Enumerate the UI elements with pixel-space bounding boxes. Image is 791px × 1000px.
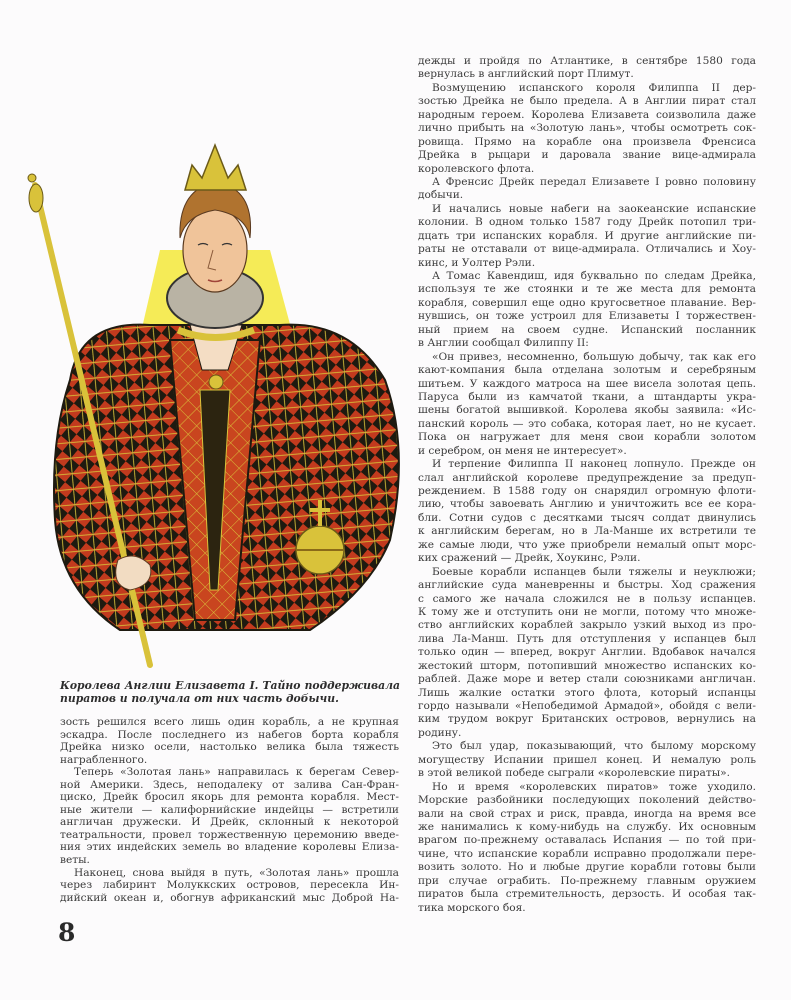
text-line: награбленного. — [60, 753, 148, 766]
text-line: жестокий шторм, потопивший множество испанских ко- — [418, 659, 756, 672]
text-line: кинс, и Уолтер Рэли. — [418, 256, 536, 269]
caption-line: Королева Англии Елизавета I. Тайно поддерживала — [60, 679, 400, 692]
text-line: зостью Дрейка не было предела. А в Англии пират стал — [418, 95, 756, 108]
text-line: ной Америки. Здесь, неподалеку от залива Сан-Фран- — [60, 778, 399, 791]
text-line: чине, что испанские корабли исправно продолжали пере- — [418, 847, 756, 860]
queen-elizabeth-portrait-illustration — [10, 120, 410, 680]
text-line: театральности, провел торжественную церемонию введе- — [60, 828, 399, 841]
text-line: возить золото. Но и любые другие корабли готовы были — [418, 861, 756, 874]
text-line: Пока он нагружает для меня свои корабли золотом — [418, 431, 756, 444]
text-line: лично прибыть на «Золотую лань», чтобы осмотреть сок- — [418, 122, 756, 135]
left-column-text — [60, 716, 399, 904]
text-line: к английским берегам, но в Ла-Манше их встретили те — [418, 525, 756, 538]
text-line: Дрейка низко осели, настолько велика была тяжесть — [60, 741, 399, 754]
text-line: бли. Сотни судов с десятками тысяч солдат двинулись — [418, 511, 756, 524]
text-line: тика морского боя. — [418, 901, 526, 914]
text-line: шитьем. У каждого матроса на шее висела золотая цепь. — [418, 377, 756, 390]
text-line: с самого же начала сложился не в пользу испанцев. — [418, 592, 756, 605]
text-line: добычи. — [418, 189, 464, 202]
text-line: лию, чтобы завоевать Англию и уничтожить все ее кора- — [418, 498, 756, 511]
text-line: ких сражений — Дрейк, Хоукинс, Рэли. — [418, 552, 641, 565]
text-line: английские суда маневренны и быстры. Ход сражения — [418, 579, 756, 592]
text-line: ким трудом вокруг Британских островов, вернулись на — [418, 713, 756, 726]
text-line: циско, Дрейк бросил якорь для ремонта корабля. Мест- — [60, 791, 399, 804]
text-line: ния этих индейских земель во владение королевы Елиза- — [60, 841, 399, 854]
text-line: пиратов была стремительность, дерзость. И особая так- — [418, 888, 756, 901]
text-line: же самые люди, что уже приобрели немалый опыт морс- — [418, 538, 756, 551]
right-column-text — [418, 55, 756, 915]
figure-caption — [60, 679, 400, 705]
text-line: нувшись, он тоже устроил для Елизаветы I торжествен- — [418, 310, 756, 323]
text-line: кают-компания была отделана золотым и серебряным — [418, 364, 756, 377]
text-line: используя те же стоянки и те же места для ремонта — [418, 283, 756, 296]
text-line: вали на свой страх и риск, правда, иногда на время все — [418, 807, 756, 820]
text-line: Возмущению испанского короля Филиппа II дер- — [432, 81, 756, 94]
text-line: могуществу Испании пришел конец. И немалую роль — [418, 753, 756, 766]
text-line: ство английских кораблей закрыло узкий выход из про- — [418, 619, 756, 632]
text-line: гордо называли «Непобедимой Армадой», обойдя с вели- — [418, 700, 756, 712]
text-line: же нанимались к кому-нибудь на службу. Их основным — [418, 820, 756, 833]
text-line: вернулась в английский порт Плимут. — [418, 68, 634, 81]
text-line: веты. — [60, 854, 90, 867]
face — [183, 208, 247, 292]
text-line: реждением. В 1588 году он снарядил огромную флоти- — [418, 485, 756, 497]
text-line: И начались новые набеги на заокеанские испанские — [432, 202, 756, 215]
text-line: И терпение Филиппа II наконец лопнуло. Прежде он — [432, 458, 756, 471]
text-line: народным героем. Королева Елизавета соизволила даже — [418, 108, 756, 121]
text-line: и серебром, он меня не интересует». — [418, 444, 627, 457]
text-line: только один — вперед, вокруг Англии. Вдобавок начался — [418, 646, 756, 659]
text-line: дежды и пройдя по Атлантике, в сентябре 1580 года — [418, 55, 756, 67]
text-line: колонии. В одном только 1587 году Дрейк потопил три- — [418, 216, 756, 229]
text-line: эскадра. После последнего из набегов борта корабля — [60, 728, 399, 741]
text-line: ровища. Прямо на корабле она произвела Френсиса — [418, 135, 756, 148]
text-line: дийский океан и, обогнув африканский мыс Доброй На- — [60, 891, 399, 904]
text-line: англичан дружески. И Дрейк, склонный к некоторой — [60, 816, 399, 829]
text-line: Теперь «Золотая лань» направилась к берегам Север- — [74, 766, 399, 779]
text-line: лива Ла-Манш. Путь для отступления у испанцев был — [418, 632, 756, 645]
text-line: врагом по-прежнему оставалась Испания — по той при- — [418, 834, 756, 847]
text-line: зость решился всего лишь один корабль, а не крупная — [60, 716, 399, 728]
text-line: королевского флота. — [418, 162, 535, 175]
text-line: корабля, совершил еще одно кругосветное плавание. Вер- — [418, 296, 756, 309]
text-line: А Томас Кавендиш, идя буквально по следам Дрейка, — [432, 270, 756, 282]
text-line: Боевые корабли испанцев были тяжелы и неуклюжи; — [432, 565, 756, 578]
text-line: Но и время «королевских пиратов» тоже уходило. — [432, 780, 756, 793]
text-line: через лабиринт Молуккских островов, пересекла Ин- — [60, 879, 399, 892]
caption-line: пиратов и получала от них часть добычи. — [60, 692, 339, 705]
text-line: Это был удар, показывающий, что былому морскому — [432, 740, 756, 753]
text-line: А Френсис Дрейк передал Елизавете I ровно половину — [432, 175, 756, 188]
crown-icon — [185, 145, 246, 190]
text-line: Морские разбойники последующих поколений действо- — [418, 794, 756, 807]
text-line: слал английской королеве предупреждение за предуп- — [418, 471, 756, 484]
text-line: ные жители — калифорнийские индейцы — встретили — [60, 803, 399, 816]
text-line: Лишь жалкие остатки этого флота, который испанцы — [418, 686, 756, 699]
text-line: Паруса были из камчатой ткани, а штандарты укра- — [418, 390, 756, 403]
text-line: ный прием на своем судне. Испанский посланник — [418, 323, 756, 336]
text-line: раблей. Даже море и ветер стали союзниками англичан. — [418, 673, 756, 686]
text-line: панский король — это собака, которая лает, но не кусает. — [418, 417, 756, 430]
text-line: Дрейка в рыцари и даровала звание вице-адмирала — [418, 149, 756, 162]
text-line: в этой великой победе сыграли «королевские пираты». — [418, 767, 731, 780]
text-line: К тому же и отступить они не могли, потому что множе- — [418, 605, 756, 618]
text-line: раты не отставали от вице-адмирала. Отличались и Хоу- — [418, 243, 756, 256]
text-line: дцать три испанских корабля. И другие английские пи- — [418, 229, 756, 242]
text-line: в Англии сообщал Филиппу II: — [418, 337, 589, 350]
text-line: Наконец, снова выйдя в путь, «Золотая лань» прошла — [74, 866, 399, 879]
text-line: при случае ограбить. По-прежнему главным оружием — [418, 874, 756, 887]
text-line: шены богатой вышивкой. Королева якобы заявила: «Ис- — [418, 404, 756, 417]
text-line: родину. — [418, 726, 462, 739]
text-line: «Он привез, несомненно, большую добычу, так как его — [432, 350, 756, 363]
page-number: 8 — [58, 918, 76, 947]
